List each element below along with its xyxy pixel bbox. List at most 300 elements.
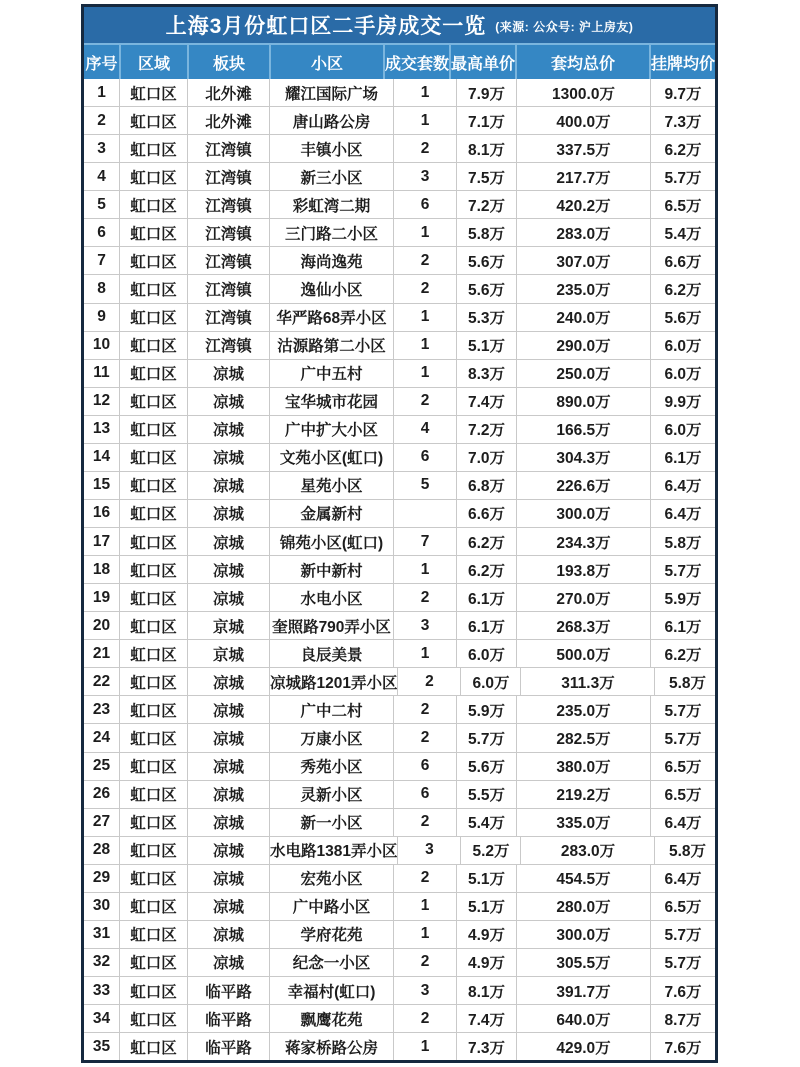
table-cell: 21 — [92, 644, 111, 662]
table-cell: 江湾镇 — [187, 135, 269, 162]
table-cell: 5.9万 — [456, 696, 516, 723]
table-cell: 7.4万 — [456, 1005, 516, 1032]
table-cell: 6.1万 — [456, 612, 516, 639]
table-cell: 282.5万 — [516, 724, 650, 751]
source-note: (来源: 公众号: 沪上房友) — [495, 20, 634, 34]
table-cell: 6.8万 — [456, 472, 516, 499]
table-cell: 文苑小区(虹口) — [269, 444, 393, 471]
table-row — [84, 332, 715, 360]
table-cell: 虹口区 — [119, 865, 187, 892]
table-cell: 临平路 — [187, 1005, 269, 1032]
table-cell: 江湾镇 — [187, 332, 269, 359]
table-cell: 虹口区 — [119, 612, 187, 639]
table-cell: 2 — [393, 275, 456, 302]
table-cell: 虹口区 — [119, 584, 187, 611]
table-cell: 7 — [97, 251, 106, 269]
table-cell: 5.9万 — [650, 584, 715, 611]
table-cell: 1 — [393, 921, 456, 948]
column-header-index: 序号 — [85, 55, 118, 73]
table-cell: 3 — [393, 163, 456, 190]
table-cell: 5 — [97, 195, 106, 213]
table-cell: 5.3万 — [456, 304, 516, 331]
table-cell: 2 — [393, 135, 456, 162]
table-cell: 300.0万 — [516, 921, 650, 948]
table-cell: 2 — [393, 247, 456, 274]
table-cell: 虹口区 — [119, 640, 187, 667]
table-cell: 虹口区 — [119, 79, 187, 106]
table-cell: 20 — [92, 616, 111, 634]
table-cell: 3 — [393, 612, 456, 639]
table-cell: 235.0万 — [516, 275, 650, 302]
table-cell: 6.4万 — [650, 809, 715, 836]
table-cell: 虹口区 — [119, 444, 187, 471]
table-cell: 283.0万 — [520, 837, 654, 864]
table-cell: 11 — [93, 364, 110, 382]
table-cell: 5.1万 — [456, 865, 516, 892]
table-cell: 31 — [92, 925, 111, 943]
table-row — [84, 500, 715, 528]
table-cell: 26 — [92, 785, 111, 803]
table-cell: 宝华城市花园 — [269, 388, 393, 415]
column-header-listing-avg-price: 挂牌均价 — [649, 45, 715, 79]
table-header-row — [84, 43, 715, 79]
table-cell: 27 — [92, 813, 111, 831]
table-cell: 9.7万 — [650, 79, 715, 106]
table-cell: 1 — [97, 83, 106, 101]
table-cell: 良辰美景 — [269, 640, 393, 667]
table-row — [84, 360, 715, 388]
table-cell: 虹口区 — [119, 219, 187, 246]
table-cell: 429.0万 — [516, 1033, 650, 1060]
table-cell: 6.0万 — [650, 416, 715, 443]
table-cell: 临平路 — [187, 1033, 269, 1060]
table-cell: 凉城 — [187, 724, 269, 751]
table-cell: 28 — [92, 841, 111, 859]
table-cell: 15 — [92, 476, 111, 494]
table-cell: 7.3万 — [650, 107, 715, 134]
table-cell: 7.6万 — [650, 1033, 715, 1060]
table-cell: 5.7万 — [650, 556, 715, 583]
table-cell: 3 — [397, 837, 460, 864]
table-cell: 14 — [92, 448, 111, 466]
table-cell: 7.0万 — [456, 444, 516, 471]
table-cell: 1 — [393, 556, 456, 583]
table-cell: 水电路1381弄小区 — [269, 837, 397, 864]
table-cell: 虹口区 — [119, 696, 187, 723]
table-cell: 逸仙小区 — [269, 275, 393, 302]
table-cell: 5.7万 — [650, 724, 715, 751]
table-cell: 6.2万 — [650, 275, 715, 302]
column-header-max-unit-price: 最高单价 — [449, 45, 515, 79]
table-cell: 9.9万 — [650, 388, 715, 415]
table-cell: 380.0万 — [516, 753, 650, 780]
table-cell: 268.3万 — [516, 612, 650, 639]
table-cell: 6.0万 — [650, 360, 715, 387]
column-header-community: 小区 — [269, 45, 383, 79]
table-cell: 5 — [393, 472, 456, 499]
column-header-district: 区域 — [119, 45, 187, 79]
table-row — [84, 304, 715, 332]
table-cell: 凉城 — [187, 416, 269, 443]
table-cell: 5.8万 — [654, 668, 718, 695]
table-cell: 凉城 — [187, 584, 269, 611]
table-cell: 沽源路第二小区 — [269, 332, 393, 359]
table-cell: 7.4万 — [456, 388, 516, 415]
table-cell: 虹口区 — [119, 753, 187, 780]
table-cell: 江湾镇 — [187, 191, 269, 218]
table-cell: 250.0万 — [516, 360, 650, 387]
table-cell: 1 — [393, 107, 456, 134]
table-cell: 江湾镇 — [187, 275, 269, 302]
table-row — [84, 528, 715, 556]
table-cell: 9 — [97, 308, 106, 326]
table-cell: 4 — [97, 167, 106, 185]
table-cell: 虹口区 — [119, 949, 187, 976]
table-cell: 唐山路公房 — [269, 107, 393, 134]
table-cell: 7.5万 — [456, 163, 516, 190]
table-cell: 2 — [393, 696, 456, 723]
table-cell: 5.6万 — [456, 275, 516, 302]
table-cell: 32 — [92, 953, 111, 971]
table-cell: 凉城 — [187, 528, 269, 555]
table-cell: 6.2万 — [650, 640, 715, 667]
table-row — [84, 1033, 715, 1060]
table-row — [84, 388, 715, 416]
table-row — [84, 781, 715, 809]
table-cell: 彩虹湾二期 — [269, 191, 393, 218]
table-cell: 学府花苑 — [269, 921, 393, 948]
listings-table — [81, 4, 718, 1063]
table-cell: 33 — [92, 981, 111, 999]
table-cell: 凉城 — [187, 360, 269, 387]
table-cell: 16 — [92, 504, 111, 522]
table-cell: 7.1万 — [456, 107, 516, 134]
table-cell: 8.1万 — [456, 977, 516, 1004]
table-cell: 34 — [92, 1009, 111, 1027]
table-cell: 广中扩大小区 — [269, 416, 393, 443]
table-row — [84, 893, 715, 921]
table-cell: 8 — [97, 279, 106, 297]
table-cell: 7.6万 — [650, 977, 715, 1004]
table-cell: 京城 — [187, 640, 269, 667]
table-cell: 2 — [393, 949, 456, 976]
table-cell: 240.0万 — [516, 304, 650, 331]
table-cell: 华严路68弄小区 — [269, 304, 393, 331]
table-cell: 30 — [92, 897, 111, 915]
table-row — [84, 444, 715, 472]
table-cell: 虹口区 — [119, 977, 187, 1004]
table-cell: 5.8万 — [650, 528, 715, 555]
table-cell: 2 — [393, 388, 456, 415]
table-cell: 270.0万 — [516, 584, 650, 611]
table-title-bar — [84, 7, 715, 43]
table-cell: 丰镇小区 — [269, 135, 393, 162]
table-row — [84, 640, 715, 668]
table-cell: 2 — [393, 865, 456, 892]
table-cell: 新三小区 — [269, 163, 393, 190]
table-cell: 蒋家桥路公房 — [269, 1033, 393, 1060]
table-row — [84, 275, 715, 303]
table-cell: 江湾镇 — [187, 163, 269, 190]
table-cell: 幸福村(虹口) — [269, 977, 393, 1004]
table-cell: 3 — [97, 139, 106, 157]
table-cell: 6.2万 — [456, 556, 516, 583]
table-cell: 江湾镇 — [187, 304, 269, 331]
table-cell: 2 — [393, 809, 456, 836]
table-cell: 虹口区 — [119, 388, 187, 415]
table-cell: 凉城 — [187, 472, 269, 499]
table-cell: 226.6万 — [516, 472, 650, 499]
table-cell: 25 — [92, 757, 111, 775]
table-cell: 2 — [397, 668, 460, 695]
table-cell: 5.1万 — [456, 893, 516, 920]
table-row — [84, 135, 715, 163]
table-cell: 5.6万 — [456, 247, 516, 274]
table-cell: 虹口区 — [119, 304, 187, 331]
table-cell: 311.3万 — [520, 668, 654, 695]
table-cell: 凉城 — [187, 500, 269, 527]
table-cell: 300.0万 — [516, 500, 650, 527]
table-cell: 12 — [92, 392, 111, 410]
table-cell: 19 — [92, 588, 111, 606]
table-row — [84, 416, 715, 444]
table-cell: 6.1万 — [650, 612, 715, 639]
table-cell: 6.0万 — [460, 668, 520, 695]
table-cell: 凉城 — [187, 921, 269, 948]
table-row — [84, 977, 715, 1005]
table-cell: 5.7万 — [650, 921, 715, 948]
table-cell: 7 — [393, 528, 456, 555]
table-row — [84, 247, 715, 275]
table-cell: 6.6万 — [456, 500, 516, 527]
table-cell: 18 — [92, 560, 111, 578]
table-cell: 凉城 — [187, 893, 269, 920]
table-cell: 三门路二小区 — [269, 219, 393, 246]
table-cell: 虹口区 — [119, 668, 187, 695]
table-cell: 1 — [393, 79, 456, 106]
table-cell: 7.9万 — [456, 79, 516, 106]
table-cell: 5.7万 — [650, 949, 715, 976]
table-cell: 秀苑小区 — [269, 753, 393, 780]
table-cell: 万康小区 — [269, 724, 393, 751]
table-cell: 水电小区 — [269, 584, 393, 611]
table-cell: 23 — [92, 700, 111, 718]
table-cell: 454.5万 — [516, 865, 650, 892]
table-cell: 北外滩 — [187, 107, 269, 134]
table-cell: 305.5万 — [516, 949, 650, 976]
table-row — [84, 556, 715, 584]
table-cell: 6.1万 — [456, 584, 516, 611]
table-cell: 江湾镇 — [187, 247, 269, 274]
table-cell: 6.2万 — [456, 528, 516, 555]
table-cell: 8.7万 — [650, 1005, 715, 1032]
table-cell: 1 — [393, 304, 456, 331]
table-cell: 5.5万 — [456, 781, 516, 808]
table-row — [84, 696, 715, 724]
table-cell: 凉城 — [187, 696, 269, 723]
table-cell: 4.9万 — [456, 921, 516, 948]
table-cell: 1 — [393, 332, 456, 359]
table-cell: 1 — [393, 1033, 456, 1060]
table-cell: 2 — [393, 1005, 456, 1032]
table-cell: 凉城 — [187, 444, 269, 471]
table-cell: 235.0万 — [516, 696, 650, 723]
table-cell: 193.8万 — [516, 556, 650, 583]
table-row — [84, 79, 715, 107]
table-cell: 凉城 — [187, 865, 269, 892]
table-cell: 5.6万 — [650, 304, 715, 331]
table-cell: 虹口区 — [119, 1033, 187, 1060]
table-cell: 3 — [393, 977, 456, 1004]
table-cell: 400.0万 — [516, 107, 650, 134]
table-cell: 6 — [393, 191, 456, 218]
table-cell: 广中二村 — [269, 696, 393, 723]
table-cell: 广中五村 — [269, 360, 393, 387]
table-row — [84, 724, 715, 752]
column-header-deal-count: 成交套数 — [383, 45, 449, 79]
table-cell: 6.2万 — [650, 135, 715, 162]
table-cell: 217.7万 — [516, 163, 650, 190]
table-cell: 6.4万 — [650, 500, 715, 527]
table-cell: 2 — [97, 111, 106, 129]
table-cell: 4 — [393, 416, 456, 443]
table-cell: 虹口区 — [119, 191, 187, 218]
table-row — [84, 191, 715, 219]
table-cell: 7.3万 — [456, 1033, 516, 1060]
table-cell: 5.7万 — [650, 696, 715, 723]
table-cell: 6.5万 — [650, 781, 715, 808]
table-cell: 虹口区 — [119, 247, 187, 274]
table-cell: 234.3万 — [516, 528, 650, 555]
table-row — [84, 668, 715, 696]
table-cell: 5.2万 — [460, 837, 520, 864]
table-cell: 新一小区 — [269, 809, 393, 836]
table-cell: 1 — [393, 893, 456, 920]
table-cell: 飘鹰花苑 — [269, 1005, 393, 1032]
table-cell: 5.8万 — [456, 219, 516, 246]
table-cell: 6.5万 — [650, 191, 715, 218]
table-cell: 420.2万 — [516, 191, 650, 218]
table-row — [84, 753, 715, 781]
table-cell: 500.0万 — [516, 640, 650, 667]
table-cell: 虹口区 — [119, 837, 187, 864]
table-cell: 金属新村 — [269, 500, 393, 527]
table-cell: 6.1万 — [650, 444, 715, 471]
table-cell: 凉城 — [187, 668, 269, 695]
table-cell: 6.5万 — [650, 753, 715, 780]
table-body — [84, 79, 715, 1060]
table-cell: 虹口区 — [119, 135, 187, 162]
table-cell: 新中新村 — [269, 556, 393, 583]
table-row — [84, 219, 715, 247]
table-row — [84, 163, 715, 191]
table-cell: 290.0万 — [516, 332, 650, 359]
table-cell: 虹口区 — [119, 472, 187, 499]
table-cell: 5.1万 — [456, 332, 516, 359]
table-row — [84, 949, 715, 977]
table-cell — [393, 500, 456, 527]
table-cell: 凉城 — [187, 753, 269, 780]
column-header-avg-total-price: 套均总价 — [515, 45, 649, 79]
table-cell: 纪念一小区 — [269, 949, 393, 976]
table-cell: 凉城 — [187, 837, 269, 864]
table-row — [84, 612, 715, 640]
table-cell: 280.0万 — [516, 893, 650, 920]
table-cell: 2 — [393, 724, 456, 751]
table-cell: 6 — [97, 223, 106, 241]
table-cell: 890.0万 — [516, 388, 650, 415]
table-row — [84, 107, 715, 135]
table-cell: 8.3万 — [456, 360, 516, 387]
table-cell: 1 — [393, 219, 456, 246]
table-cell: 1300.0万 — [516, 79, 650, 106]
table-cell: 640.0万 — [516, 1005, 650, 1032]
table-cell: 北外滩 — [187, 79, 269, 106]
table-cell: 6.4万 — [650, 865, 715, 892]
table-cell: 虹口区 — [119, 809, 187, 836]
table-cell: 17 — [92, 532, 111, 550]
table-cell: 凉城 — [187, 949, 269, 976]
table-cell: 6 — [393, 444, 456, 471]
table-row — [84, 837, 715, 865]
table-cell: 6.4万 — [650, 472, 715, 499]
table-cell: 虹口区 — [119, 921, 187, 948]
table-cell: 6.6万 — [650, 247, 715, 274]
table-cell: 凉城 — [187, 556, 269, 583]
table-cell: 凉城 — [187, 781, 269, 808]
table-cell: 虹口区 — [119, 360, 187, 387]
table-cell: 虹口区 — [119, 275, 187, 302]
table-cell: 22 — [92, 672, 111, 690]
table-cell: 307.0万 — [516, 247, 650, 274]
table-cell: 335.0万 — [516, 809, 650, 836]
table-cell: 29 — [92, 869, 111, 887]
table-cell: 391.7万 — [516, 977, 650, 1004]
table-cell: 5.7万 — [650, 163, 715, 190]
table-cell: 337.5万 — [516, 135, 650, 162]
table-row — [84, 921, 715, 949]
table-cell: 宏苑小区 — [269, 865, 393, 892]
table-cell: 1 — [393, 360, 456, 387]
table-cell: 虹口区 — [119, 416, 187, 443]
table-row — [84, 584, 715, 612]
table-cell: 锦苑小区(虹口) — [269, 528, 393, 555]
table-cell: 7.2万 — [456, 191, 516, 218]
table-cell: 283.0万 — [516, 219, 650, 246]
table-cell: 虹口区 — [119, 163, 187, 190]
table-cell: 临平路 — [187, 977, 269, 1004]
table-cell: 凉城路1201弄小区 — [269, 668, 397, 695]
table-cell: 凉城 — [187, 809, 269, 836]
column-header-area: 板块 — [187, 45, 269, 79]
table-cell: 166.5万 — [516, 416, 650, 443]
table-row — [84, 809, 715, 837]
table-cell: 耀江国际广场 — [269, 79, 393, 106]
table-row — [84, 472, 715, 500]
table-cell: 1 — [393, 640, 456, 667]
table-cell: 广中路小区 — [269, 893, 393, 920]
table-cell: 2 — [393, 584, 456, 611]
table-cell: 凉城 — [187, 388, 269, 415]
table-cell: 6.5万 — [650, 893, 715, 920]
table-cell: 虹口区 — [119, 1005, 187, 1032]
table-cell: 海尚逸苑 — [269, 247, 393, 274]
table-cell: 7.2万 — [456, 416, 516, 443]
table-cell: 虹口区 — [119, 528, 187, 555]
table-cell: 8.1万 — [456, 135, 516, 162]
table-cell: 5.4万 — [456, 809, 516, 836]
table-cell: 5.7万 — [456, 724, 516, 751]
